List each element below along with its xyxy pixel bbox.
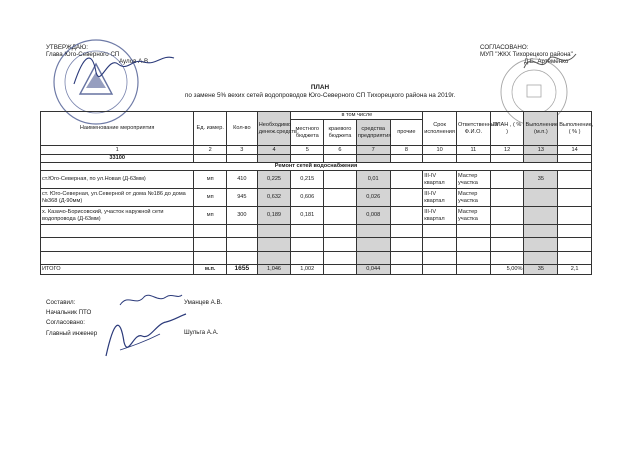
- th-qty: Кол-во: [227, 112, 258, 146]
- th-name: Наименование мероприятия: [41, 112, 194, 146]
- total-unit: м.п.: [194, 265, 227, 275]
- col-num: 7: [356, 146, 390, 155]
- agreed-signature-icon: [100, 312, 190, 362]
- code-row: [41, 155, 592, 163]
- row-plan: [490, 189, 524, 207]
- row-needed: 0,189: [257, 207, 291, 225]
- row-name: ст.Юго-Северная, по ул.Новая (Д-63мм): [41, 171, 194, 189]
- plan-title: [0, 84, 640, 100]
- row-enterprise: 0,01: [356, 171, 390, 189]
- row-responsible: Мастер участка: [457, 189, 491, 207]
- title-line-2: по замене 5% вехих сетей водопроводов Юго-Северного СП Тихорецкого района на 2019г.: [184, 92, 456, 99]
- col-num: 11: [457, 146, 491, 155]
- table-row: [41, 189, 592, 207]
- row-local: 0,215: [291, 171, 324, 189]
- row-unit: мп: [194, 189, 227, 207]
- row-needed: 0,632: [257, 189, 291, 207]
- total-done-m: 35: [524, 265, 558, 275]
- col-num: 2: [194, 146, 227, 155]
- row-regional: [324, 171, 357, 189]
- row-other: [390, 207, 423, 225]
- section-row: [41, 163, 592, 171]
- total-local: 1,002: [291, 265, 324, 275]
- empty-row: [41, 252, 592, 265]
- row-done-pct: [558, 189, 592, 207]
- footer-compiled: Составил:: [46, 299, 76, 306]
- title-line-1: ПЛАН: [310, 84, 330, 91]
- footer-agreed-name: Шульга А.А.: [184, 329, 219, 336]
- row-term: III-IV квартал: [423, 171, 457, 189]
- section-title: Ремонт сетей водоснабжения: [41, 163, 592, 171]
- row-term: III-IV квартал: [423, 189, 457, 207]
- total-enterprise: 0,044: [356, 265, 390, 275]
- col-num: 5: [291, 146, 324, 155]
- th-regional: краевого бюджета: [324, 120, 357, 146]
- th-done-pct: Выполнение, ( % ): [558, 112, 592, 146]
- approve-right-head: СОГЛАСОВАНО:: [480, 44, 529, 51]
- footer-left: [46, 299, 97, 337]
- footer-agreed: Согласовано:: [46, 319, 85, 327]
- col-num: 3: [227, 146, 258, 155]
- row-enterprise: 0,026: [356, 189, 390, 207]
- approve-left-name: Аулов А.В.: [119, 58, 150, 66]
- row-regional: [324, 189, 357, 207]
- compiled-signature-icon: [118, 287, 184, 313]
- row-responsible: Мастер участка: [457, 171, 491, 189]
- total-label: ИТОГО: [41, 265, 194, 275]
- header-row-1: [41, 112, 592, 120]
- row-done-m: [524, 207, 558, 225]
- row-plan: [490, 207, 524, 225]
- row-plan: [490, 171, 524, 189]
- approve-left-position: Глава Юго-Северного СП: [46, 51, 120, 59]
- approve-right-position: МУП "ЖКХ Тихорецкого района": [480, 51, 573, 59]
- table-row: [41, 171, 592, 189]
- total-done-pct: 2,1: [558, 265, 592, 275]
- th-incl: в том числе: [291, 112, 423, 120]
- row-other: [390, 171, 423, 189]
- th-plan: ПЛАН , ( % ): [490, 112, 524, 146]
- row-qty: 945: [227, 189, 258, 207]
- total-needed: 1,046: [257, 265, 291, 275]
- row-term: III-IV квартал: [423, 207, 457, 225]
- row-enterprise: 0,008: [356, 207, 390, 225]
- footer-agreed-pos: Главный инженер: [46, 329, 98, 337]
- row-done-pct: [558, 171, 592, 189]
- total-row: [41, 265, 592, 275]
- code-cell: 33100: [41, 155, 194, 163]
- th-responsible: Ответственный Ф.И.О.: [457, 112, 491, 146]
- footer-compiled-pos: Начальник ПТО: [46, 309, 92, 317]
- col-num: 10: [423, 146, 457, 155]
- row-needed: 0,225: [257, 171, 291, 189]
- right-signature-icon: [520, 46, 580, 76]
- th-needed: Необходимо денеж.средств: [257, 112, 291, 146]
- col-number-row: [41, 146, 592, 155]
- th-done-m: Выполнение (м.п.): [524, 112, 558, 146]
- total-qty: 1655: [227, 265, 258, 275]
- row-responsible: Мастер участка: [457, 207, 491, 225]
- approve-left-head: УТВЕРЖДАЮ:: [46, 44, 89, 51]
- col-num: 4: [257, 146, 291, 155]
- row-local: 0,606: [291, 189, 324, 207]
- empty-row: [41, 225, 592, 238]
- empty-row: [41, 238, 592, 252]
- col-num: 6: [324, 146, 357, 155]
- th-unit: Ед. измер.: [194, 112, 227, 146]
- row-done-m: 35: [524, 171, 558, 189]
- footer-compiled-name: Уманцев А.В.: [184, 299, 223, 306]
- th-term: Срок исполнения: [423, 112, 457, 146]
- approve-right-name: Д.Б. Артеменко: [524, 58, 569, 66]
- table-row: [41, 207, 592, 225]
- total-plan: 5,00%: [490, 265, 524, 275]
- row-regional: [324, 207, 357, 225]
- row-other: [390, 189, 423, 207]
- col-num: 14: [558, 146, 592, 155]
- col-num: 12: [490, 146, 524, 155]
- row-done-pct: [558, 207, 592, 225]
- col-num: 13: [524, 146, 558, 155]
- row-unit: мп: [194, 171, 227, 189]
- row-qty: 410: [227, 171, 258, 189]
- plan-table: [40, 111, 592, 275]
- th-other: прочие: [390, 120, 423, 146]
- col-num: 1: [41, 146, 194, 155]
- col-num: 8: [390, 146, 423, 155]
- th-enterprise: средства предприятия: [356, 120, 390, 146]
- row-local: 0,181: [291, 207, 324, 225]
- th-local: местного бюджета: [291, 120, 324, 146]
- row-name: х. Казачо-Борисовский, участок наружной сети водопровода (Д-63мм): [41, 207, 194, 225]
- row-name: ст. Юго-Северная, ул.Северной от дома №186 до дома №368 (Д-90мм): [41, 189, 194, 207]
- row-qty: 300: [227, 207, 258, 225]
- row-done-m: [524, 189, 558, 207]
- row-unit: мп: [194, 207, 227, 225]
